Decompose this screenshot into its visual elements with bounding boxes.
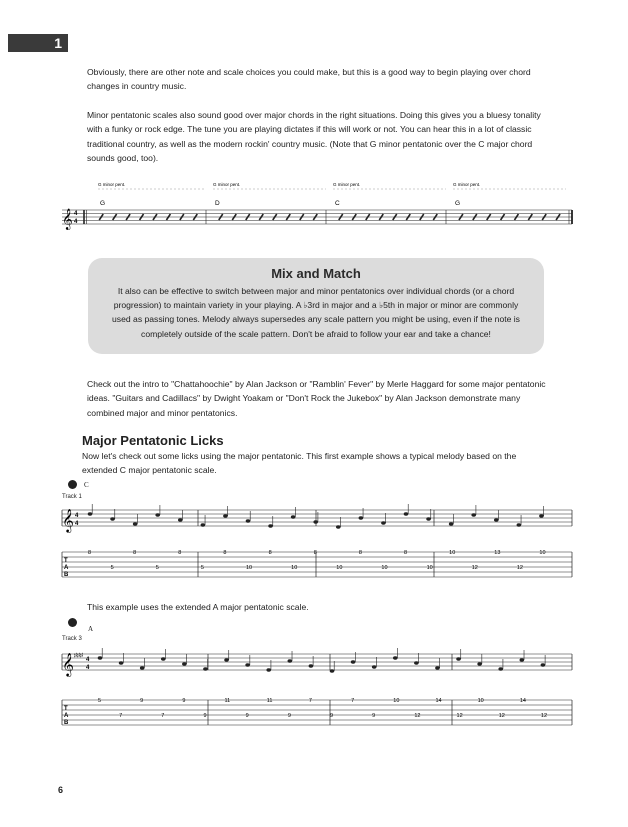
note-head xyxy=(201,523,206,526)
tab-number: 12 xyxy=(414,713,421,719)
tab-number: 8 xyxy=(313,550,317,556)
note-head xyxy=(336,525,341,528)
tab-number: 7 xyxy=(351,698,355,704)
tab-number: 8 xyxy=(178,550,182,556)
tab-number: 5 xyxy=(200,565,204,571)
tab-number: 12 xyxy=(540,713,548,719)
chord-g-2: G xyxy=(455,200,461,207)
ex1-time-top: 4 xyxy=(75,513,79,519)
ex2-key-signature: ♯♯♯ xyxy=(74,653,83,659)
chapter-number: 1 xyxy=(54,35,62,51)
tab-number: 9 xyxy=(287,713,291,719)
note-head xyxy=(245,663,250,666)
sidebar-body: It also can be effective to switch between major and minor pentatonics over individual chords (or a chord progression) to maintain variety in your playing. A ♭3rd in major and a ♭5th in major or minor are commonly used as passing tones. Melody always supersedes any scale pattern you might be using, even if the note is completely outside of the scale pattern. Don't be afraid to follow your ear and take a chance! xyxy=(112,286,520,339)
ex1-tab-numbers xyxy=(88,550,546,571)
note-head xyxy=(155,513,160,516)
tab-number: 10 xyxy=(291,565,298,571)
scale-label-2: G minor pent. xyxy=(213,182,241,187)
note-head xyxy=(178,518,183,521)
intro-paragraph-2: Minor pentatonic scales also sound good over major chords in the right situations. Doing this gives you a bluesy tonality with a funky or rock edge. The tune you are playing dictates if this will work or not. You can hear this in a lot of classic traditional country, as well as the modern rockin' country music. (Note that G minor pentatonic over the C major chord sounds good, too). xyxy=(87,110,541,163)
tab-number: 9 xyxy=(140,698,144,704)
tab-number: 10 xyxy=(393,698,400,704)
example2-caption: This example uses the extended A major pentatonic scale. xyxy=(87,602,309,612)
note-head xyxy=(449,522,454,525)
section-heading: Major Pentatonic Licks xyxy=(82,433,224,448)
tab-number: 10 xyxy=(477,698,484,704)
tab-number: 12 xyxy=(471,565,478,571)
chord-c: C xyxy=(335,200,340,207)
ex2-tab-staff xyxy=(62,700,572,725)
licks-intro: Now let's check out some licks using the major pentatonic. This first example shows a typical melody based on the extended C major pentatonic scale. xyxy=(82,451,517,476)
tab-number: 9 xyxy=(245,713,249,719)
note-head xyxy=(88,512,93,515)
note-head xyxy=(203,667,208,670)
tab-number: 12 xyxy=(516,565,523,571)
treble-clef-icon: 𝄞 xyxy=(62,209,73,229)
note-head xyxy=(351,660,356,663)
note-head xyxy=(266,668,271,671)
ex1-time-bottom: 4 xyxy=(75,521,79,527)
tab-number: 12 xyxy=(456,713,463,719)
ex2-time-top: 4 xyxy=(86,657,90,663)
note-head xyxy=(539,514,544,517)
note-head xyxy=(414,661,419,664)
tab-number: 10 xyxy=(336,565,343,571)
tab-number: 10 xyxy=(381,565,388,571)
example1-notation xyxy=(58,500,578,586)
chart-staff-lines xyxy=(62,210,572,224)
note-head xyxy=(471,513,476,516)
ex2-tab-clef: T A B xyxy=(64,706,69,726)
note-head xyxy=(426,517,431,520)
references-paragraph: Check out the intro to "Chattahoochie" by Alan Jackson or "Ramblin' Fever" by Merle Haggard for some major pentatonic ideas. "Guitars and Cadillacs" by Dwight Yoakam or "Don't Rock the Jukebox" by Alan Jackson demonstrate many combined major and minor pentatonics. xyxy=(87,379,546,418)
note-head xyxy=(140,666,145,669)
tab-number: 7 xyxy=(161,713,165,719)
scale-label-4: G minor pent. xyxy=(453,182,481,187)
note-head xyxy=(330,669,335,672)
note-head xyxy=(223,514,228,517)
note-head xyxy=(161,657,166,660)
note-head xyxy=(119,661,124,664)
ex1-tab-clef: T A B xyxy=(64,558,69,578)
tab-number: 5 xyxy=(110,565,114,571)
tab-number: 8 xyxy=(223,550,227,556)
note-head xyxy=(110,517,115,520)
note-head xyxy=(477,662,482,665)
note-head xyxy=(359,516,364,519)
sidebar-title: Mix and Match xyxy=(271,266,361,281)
mix-and-match-sidebar xyxy=(88,258,544,354)
ex1-treble-clef-icon: 𝄞 xyxy=(62,510,74,532)
tab-number: 8 xyxy=(268,550,272,556)
tab-number: 10 xyxy=(449,550,456,556)
ex2-tab-numbers xyxy=(98,698,547,719)
example2-svg xyxy=(58,642,578,738)
ex2-treble-clef-icon: 𝄞 xyxy=(62,654,74,676)
note-head xyxy=(98,656,103,659)
note-head xyxy=(309,664,314,667)
tab-number: 14 xyxy=(435,698,442,704)
tab-number: 13 xyxy=(494,550,501,556)
ex2-bar-lines xyxy=(62,654,572,725)
example1-track-label: Track 1 xyxy=(62,494,82,500)
note-head xyxy=(520,658,525,661)
tab-number: 8 xyxy=(88,550,92,556)
note-head xyxy=(494,518,499,521)
note-head xyxy=(182,662,187,665)
note-head xyxy=(541,663,546,666)
chord-d: D xyxy=(215,200,220,207)
tab-number: 9 xyxy=(203,713,207,719)
scale-label-3: G minor pent. xyxy=(333,182,361,187)
chord-chart xyxy=(58,178,578,238)
note-head xyxy=(498,667,503,670)
time-signature-bottom: 4 xyxy=(74,219,78,225)
note-head xyxy=(372,665,377,668)
tab-number: 9 xyxy=(182,698,186,704)
audio-track-icon[interactable] xyxy=(68,618,77,627)
ex1-staff xyxy=(62,510,572,526)
tab-number: 9 xyxy=(330,713,334,719)
tab-number: 11 xyxy=(266,698,273,704)
note-head xyxy=(288,659,293,662)
example2-chord: A xyxy=(88,625,94,633)
tab-number: 5 xyxy=(98,698,102,704)
tab-number: 10 xyxy=(246,565,253,571)
chord-chart-svg xyxy=(58,178,578,238)
tab-number: 8 xyxy=(358,550,362,556)
tab-number: 8 xyxy=(404,550,408,556)
tab-number: 11 xyxy=(224,698,231,704)
note-head xyxy=(435,666,440,669)
tab-number: 7 xyxy=(308,698,312,704)
ex2-staff xyxy=(62,654,572,670)
note-head xyxy=(393,656,398,659)
tab-number: 12 xyxy=(498,713,505,719)
page-number: 6 xyxy=(58,785,64,795)
tab-number: 8 xyxy=(133,550,137,556)
note-head xyxy=(291,515,296,518)
tab-number: 10 xyxy=(426,565,433,571)
tab-number: 9 xyxy=(372,713,376,719)
tab-number: 14 xyxy=(519,698,526,704)
tab-number: 7 xyxy=(119,713,123,719)
tab-number: 5 xyxy=(155,565,159,571)
note-head xyxy=(246,519,251,522)
intro-paragraph-1: Obviously, there are other note and scale choices you could make, but this is a good way to begin playing over chord changes in country music. xyxy=(87,67,531,92)
chapter-tab-marker xyxy=(8,34,68,52)
note-head xyxy=(133,522,138,525)
scale-label-1: G minor pent. xyxy=(98,182,126,187)
tab-number: 10 xyxy=(539,550,546,556)
ex2-notes xyxy=(98,648,546,673)
time-signature-top: 4 xyxy=(74,211,78,217)
chord-g-1: G xyxy=(100,200,106,207)
note-head xyxy=(456,657,461,660)
example2-notation xyxy=(58,642,578,738)
example1-svg xyxy=(58,500,578,586)
note-head xyxy=(268,524,273,527)
note-head xyxy=(313,520,318,523)
note-head xyxy=(404,512,409,515)
audio-track-icon[interactable] xyxy=(68,480,77,489)
example1-chord: C xyxy=(84,481,89,489)
note-head xyxy=(381,521,386,524)
note-head xyxy=(224,658,229,661)
note-head xyxy=(517,523,522,526)
ex2-time-bottom: 4 xyxy=(86,665,90,671)
example2-track-label: Track 3 xyxy=(62,636,82,642)
